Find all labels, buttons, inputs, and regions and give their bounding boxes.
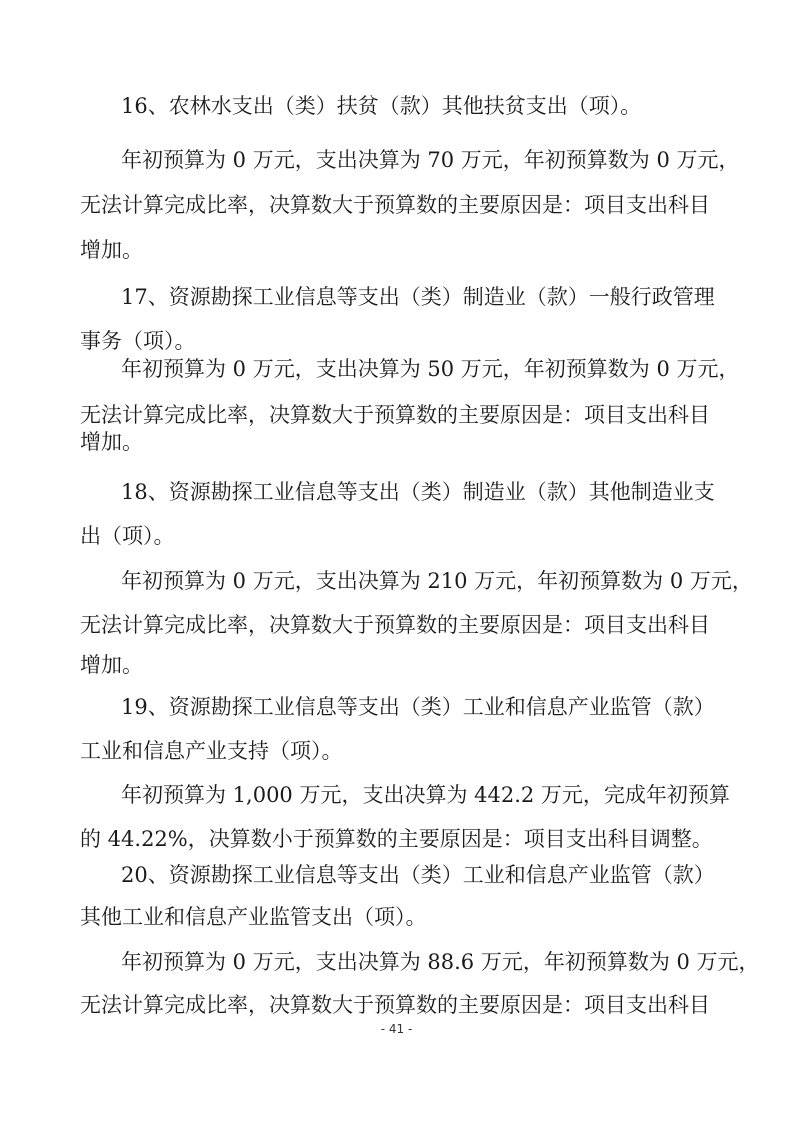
- heading-line: 18、资源勘探工业信息等支出（类）制造业（款）其他制造业支: [121, 480, 715, 504]
- body-line: 无法计算完成比率，决算数大于预算数的主要原因是：项目支出科目: [80, 193, 710, 217]
- body-line: 增加。: [80, 430, 143, 454]
- body-paragraph-17: [0, 428, 793, 456]
- section-heading-19: [0, 737, 793, 765]
- body-line: 年初预算为 0 万元，支出决算为 210 万元，年初预算数为 0 万元，: [121, 569, 753, 593]
- body-paragraph-18: [0, 611, 793, 639]
- section-heading-20: [0, 903, 793, 931]
- section-heading-17: [0, 283, 793, 311]
- heading-line: 17、资源勘探工业信息等支出（类）制造业（款）一般行政管理: [121, 285, 715, 309]
- body-line: 的 44.22%，决算数小于预算数的主要原因是：项目支出科目调整。: [80, 827, 713, 851]
- body-line: 无法计算完成比率，决算数大于预算数的主要原因是：项目支出科目: [80, 993, 710, 1017]
- section-heading-16: [0, 92, 793, 120]
- section-heading-17: [0, 327, 793, 355]
- body-line: 年初预算为 1,000 万元，支出决算为 442.2 万元，完成年初预算: [121, 783, 730, 807]
- body-line: 年初预算为 0 万元，支出决算为 88.6 万元，年初预算数为 0 万元，: [121, 950, 760, 974]
- body-paragraph-17: [0, 401, 793, 429]
- body-line: 增加。: [80, 238, 143, 262]
- heading-line: 工业和信息产业支持（项）。: [80, 739, 343, 763]
- body-line: 无法计算完成比率，决算数大于预算数的主要原因是：项目支出科目: [80, 403, 710, 427]
- section-heading-19: [0, 693, 793, 721]
- page-number: - 41 -: [380, 1022, 413, 1036]
- body-paragraph-19: [0, 825, 793, 853]
- body-line: 年初预算为 0 万元，支出决算为 50 万元，年初预算数为 0 万元，: [121, 357, 740, 381]
- body-paragraph-16: [0, 236, 793, 264]
- heading-line: 16、农林水支出（类）扶贫（款）其他扶贫支出（项）。: [121, 94, 642, 118]
- section-heading-18: [0, 522, 793, 550]
- body-paragraph-16: [0, 146, 793, 174]
- section-heading-20: [0, 861, 793, 889]
- body-line: 增加。: [80, 653, 143, 677]
- section-heading-18: [0, 478, 793, 506]
- body-paragraph-16: [0, 191, 793, 219]
- body-paragraph-18: [0, 651, 793, 679]
- heading-line: 19、资源勘探工业信息等支出（类）工业和信息产业监管（款）: [121, 695, 715, 719]
- heading-line: 20、资源勘探工业信息等支出（类）工业和信息产业监管（款）: [121, 863, 715, 887]
- body-line: 无法计算完成比率，决算数大于预算数的主要原因是：项目支出科目: [80, 613, 710, 637]
- body-paragraph-19: [0, 781, 793, 809]
- body-paragraph-18: [0, 567, 793, 595]
- heading-line: 出（项）。: [80, 524, 175, 548]
- body-line: 年初预算为 0 万元，支出决算为 70 万元，年初预算数为 0 万元，: [121, 148, 740, 172]
- heading-line: 事务（项）。: [80, 329, 196, 353]
- heading-line: 其他工业和信息产业监管支出（项）。: [80, 905, 427, 929]
- body-paragraph-17: [0, 355, 793, 383]
- body-paragraph-20: [0, 991, 793, 1019]
- body-paragraph-20: [0, 948, 793, 976]
